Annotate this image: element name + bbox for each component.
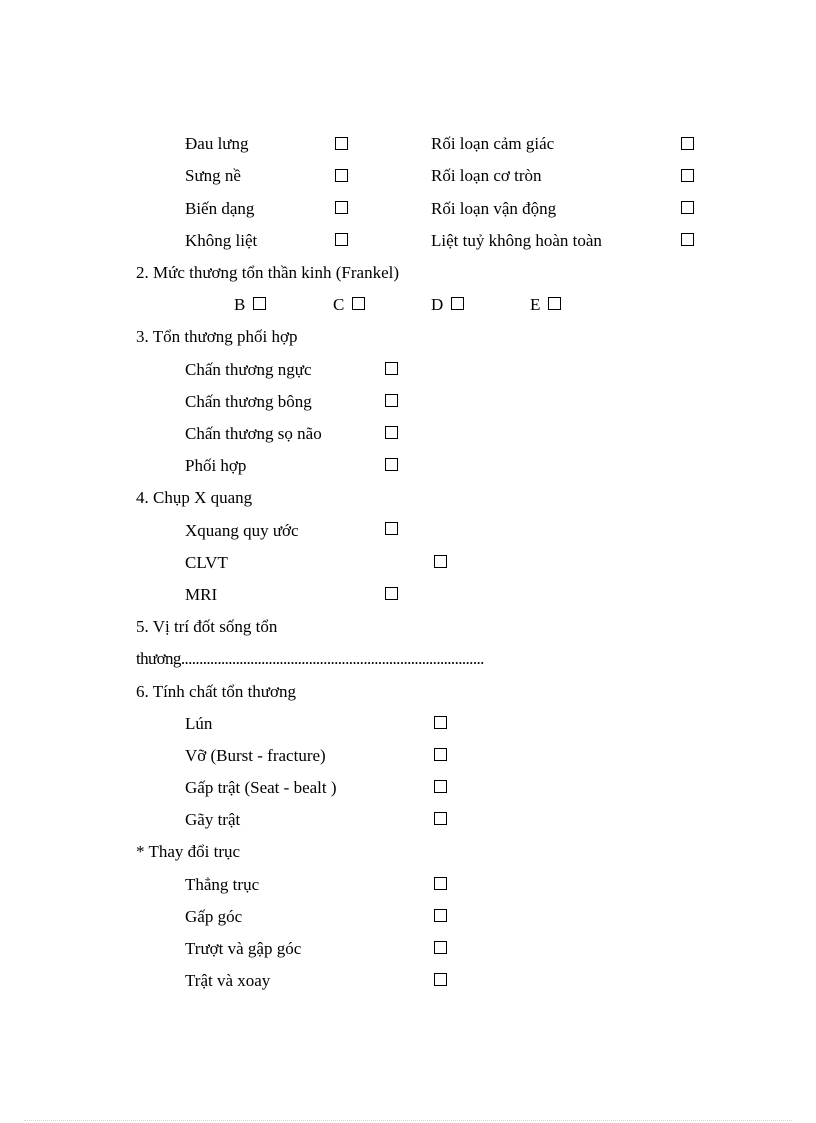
symptom-label: Sưng nề	[185, 166, 241, 185]
symptom-checkbox[interactable]	[335, 169, 348, 182]
section-heading: 4. Chụp X quang	[136, 488, 253, 507]
imaging-label: CLVT	[185, 553, 228, 572]
injury-label: Chấn thương bông	[185, 392, 312, 411]
injury-checkbox[interactable]	[385, 362, 398, 375]
lesion-type-checkbox[interactable]	[434, 748, 447, 761]
lesion-type-label: Vỡ (Burst - fracture)	[185, 746, 326, 765]
frankel-grade-checkbox[interactable]	[451, 297, 464, 310]
symptom-label: Rối loạn cảm giác	[431, 134, 555, 153]
lesion-type-checkbox[interactable]	[434, 780, 447, 793]
symptom-checkbox[interactable]	[681, 169, 694, 182]
symptom-label: Rối loạn cơ tròn	[431, 166, 542, 185]
frankel-grade-checkbox[interactable]	[548, 297, 561, 310]
axis-change-label: Gấp góc	[185, 907, 243, 926]
axis-change-label: Trượt và gập góc	[185, 939, 302, 958]
lesion-type-label: Gãy trật	[185, 810, 241, 829]
axis-change-checkbox[interactable]	[434, 941, 447, 954]
symptom-label: Đau lưng	[185, 134, 249, 153]
symptom-checkbox[interactable]	[681, 233, 694, 246]
imaging-checkbox[interactable]	[385, 587, 398, 600]
lesion-type-checkbox[interactable]	[434, 812, 447, 825]
injury-label: Chấn thương sọ não	[185, 424, 322, 443]
imaging-checkbox[interactable]	[385, 522, 398, 535]
axis-change-checkbox[interactable]	[434, 973, 447, 986]
imaging-label: Xquang quy ước	[185, 521, 299, 540]
axis-change-label: Trật và xoay	[185, 971, 271, 990]
injury-checkbox[interactable]	[385, 426, 398, 439]
injury-checkbox[interactable]	[385, 394, 398, 407]
section-heading: * Thay đổi trục	[136, 842, 241, 861]
symptom-label: Rối loạn vận động	[431, 199, 557, 218]
section-heading: 6. Tính chất tổn thương	[136, 682, 297, 701]
imaging-label: MRI	[185, 585, 218, 604]
symptom-checkbox[interactable]	[681, 137, 694, 150]
injury-label: Chấn thương ngực	[185, 360, 312, 379]
symptom-checkbox[interactable]	[335, 201, 348, 214]
section-heading: 2. Mức thương tổn thần kinh (Frankel)	[136, 263, 400, 282]
frankel-grade-checkbox[interactable]	[352, 297, 365, 310]
frankel-grade-label: C	[333, 295, 345, 314]
axis-change-checkbox[interactable]	[434, 877, 447, 890]
symptom-checkbox[interactable]	[335, 137, 348, 150]
lesion-type-label: Gấp trật (Seat - bealt )	[185, 778, 337, 797]
injury-checkbox[interactable]	[385, 458, 398, 471]
symptom-checkbox[interactable]	[335, 233, 348, 246]
page-bottom-divider	[24, 1120, 792, 1121]
vertebra-location-field[interactable]: thương...................................................................................	[136, 649, 484, 668]
lesion-type-label: Lún	[185, 714, 213, 733]
symptom-label: Liệt tuỷ không hoàn toàn	[431, 231, 602, 250]
lesion-type-checkbox[interactable]	[434, 716, 447, 729]
section-heading: 3. Tổn thương phối hợp	[136, 327, 298, 346]
injury-label: Phối hợp	[185, 456, 247, 475]
symptom-checkbox[interactable]	[681, 201, 694, 214]
frankel-grade-label: D	[431, 295, 444, 314]
frankel-grade-label: E	[530, 295, 541, 314]
axis-change-label: Thẳng trục	[185, 875, 260, 894]
imaging-checkbox[interactable]	[434, 555, 447, 568]
frankel-grade-label: B	[234, 295, 246, 314]
axis-change-checkbox[interactable]	[434, 909, 447, 922]
symptom-label: Không liệt	[185, 231, 258, 250]
section-heading: 5. Vị trí đốt sống tổn	[136, 617, 278, 636]
frankel-grade-checkbox[interactable]	[253, 297, 266, 310]
symptom-label: Biến dạng	[185, 199, 255, 218]
